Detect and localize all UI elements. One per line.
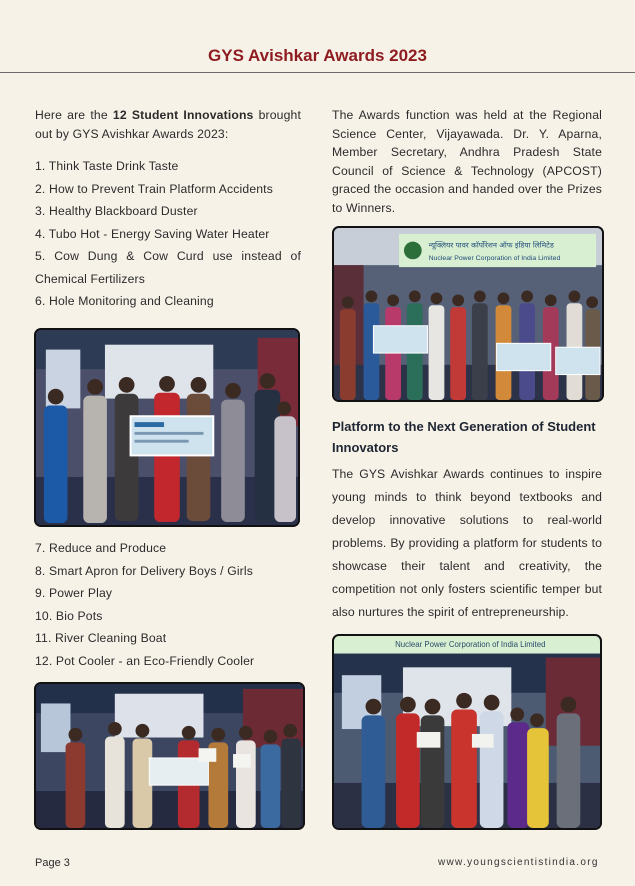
intro-paragraph: [35, 106, 301, 143]
page-number: Page 3: [35, 857, 70, 869]
list-item: 1. Think Taste Drink Taste: [35, 159, 179, 173]
innovation-list-a: [35, 155, 301, 313]
list-item: 7. Reduce and Produce: [35, 541, 167, 555]
award-photo-certificates: [34, 682, 305, 830]
list-item: 8. Smart Apron for Delivery Boys / Girls: [35, 563, 253, 578]
banner-english-text: Nuclear Power Corporation of India Limited: [428, 255, 561, 263]
intro-suffix: brought out by GYS Avishkar Awards 2023:: [35, 108, 301, 141]
list-item: 2. How to Prevent Train Platform Accidents: [35, 181, 273, 196]
platform-body: [332, 463, 602, 624]
section-heading: Platform to the Next Generation of Student Innovators: [332, 419, 596, 455]
award-photo-winners: [332, 634, 602, 830]
platform-paragraph: The GYS Avishkar Awards continues to inspire young minds to think beyond textbooks and develop innovative solutions to real-world problems. By providing a platform for students to showcase their talent and creativity, the competition not only fosters scientific temper but also nurtures the spirit of entrepreneurship.: [332, 467, 602, 619]
innovation-list-b: [35, 537, 301, 672]
list-item: 10. Bio Pots: [35, 608, 103, 623]
intro-prefix: Here are the: [35, 108, 113, 122]
website-link[interactable]: www.youngscientistindia.org: [438, 857, 599, 868]
list-item: Chemical Fertilizers: [35, 271, 145, 286]
right-column: [332, 106, 602, 217]
banner-hindi-text: न्यूक्लियर पावर कॉर्पोरेशन ऑफ इंडिया लिमिटेड: [428, 240, 554, 250]
page-title: GYS Avishkar Awards 2023: [208, 46, 427, 65]
list-item: 9. Power Play: [35, 586, 113, 600]
award-photo-cheque: [34, 328, 300, 527]
intro-bold: 12 Student Innovations: [112, 108, 254, 122]
list-item: 12. Pot Cooler - an Eco-Friendly Cooler: [35, 653, 255, 668]
banner-english-text-2: Nuclear Power Corporation of India Limited: [395, 639, 546, 649]
function-paragraph: The Awards function was held at the Regional Science Center, Vijayawada. Dr. Y. Aparna, Member Secretary, Andhra Pradesh State Council of Science & Technology (APCOST) graced the occasion and handed over the Prizes to Winners.: [332, 108, 602, 215]
list-item: 11. River Cleaning Boat: [35, 631, 167, 645]
platform-section: [332, 417, 602, 458]
left-column: [35, 106, 301, 143]
title-divider: [0, 72, 635, 73]
list-item: 3. Healthy Blackboard Duster: [35, 204, 198, 218]
list-item: 4. Tubo Hot - Energy Saving Water Heater: [35, 226, 270, 241]
list-item: 5. Cow Dung & Cow Curd use instead of: [35, 249, 301, 263]
list-item: 6. Hole Monitoring and Cleaning: [35, 294, 214, 308]
award-photo-group: [332, 226, 604, 402]
